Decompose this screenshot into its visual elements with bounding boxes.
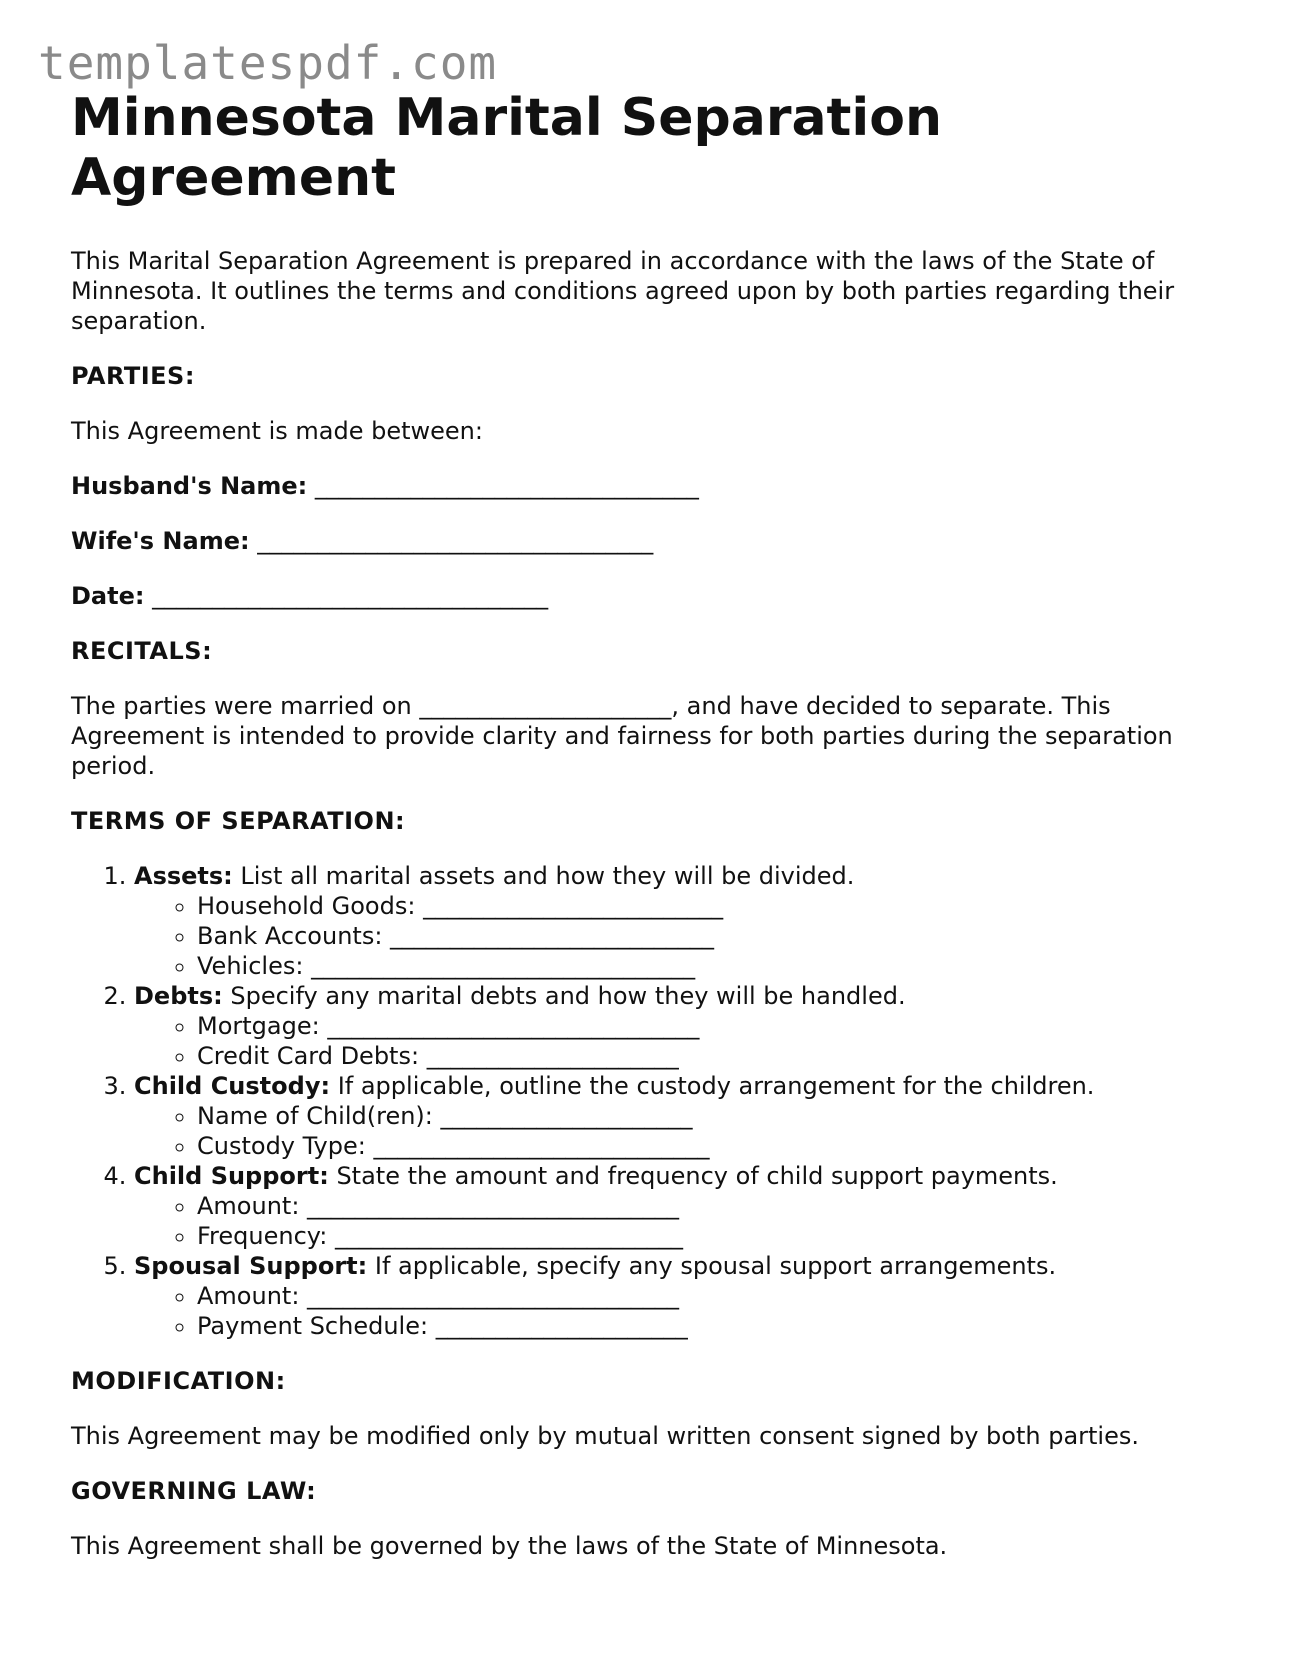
term-subitem: [197, 1011, 1231, 1041]
term-title: Assets:: [134, 862, 233, 890]
term-item: [134, 861, 1231, 981]
term-subitem: [197, 1191, 1231, 1221]
term-sublist: [134, 1191, 1231, 1251]
wife-name-label: Wife's Name:: [71, 527, 250, 555]
parties-heading: PARTIES:: [71, 362, 195, 390]
term-subitem: [197, 1221, 1231, 1251]
subitem-label: Mortgage:: [197, 1012, 320, 1040]
term-item: [134, 1071, 1231, 1161]
husband-name-field: [71, 471, 1231, 501]
term-subitem: [197, 1131, 1231, 1161]
term-subitem: [197, 891, 1231, 921]
date-label: Date:: [71, 582, 145, 610]
governing-law-heading: GOVERNING LAW:: [71, 1477, 317, 1505]
term-title: Spousal Support:: [134, 1252, 368, 1280]
subitem-label: Bank Accounts:: [197, 922, 383, 950]
date-field: [71, 581, 1231, 611]
governing-law-text: This Agreement shall be governed by the laws of the State of Minnesota.: [71, 1532, 948, 1560]
wife-name-blank[interactable]: _________________________________: [257, 527, 654, 555]
subitem-blank[interactable]: ____________________________: [373, 1132, 710, 1160]
term-title: Child Custody:: [134, 1072, 331, 1100]
term-item: [134, 981, 1231, 1071]
husband-name-label: Husband's Name:: [71, 472, 308, 500]
recitals-heading: RECITALS:: [71, 637, 213, 665]
terms-heading: TERMS OF SEPARATION:: [71, 807, 406, 835]
modification-heading: MODIFICATION:: [71, 1367, 286, 1395]
subitem-blank[interactable]: _____________________: [440, 1102, 693, 1130]
term-sublist: [134, 891, 1231, 981]
husband-name-blank[interactable]: ________________________________: [314, 472, 699, 500]
subitem-label: Vehicles:: [197, 952, 304, 980]
subitem-label: Credit Card Debts:: [197, 1042, 420, 1070]
subitem-blank[interactable]: _____________________________: [334, 1222, 683, 1250]
document-title: Minnesota Marital Separation Agreement: [71, 88, 942, 208]
subitem-label: Custody Type:: [197, 1132, 366, 1160]
subitem-blank[interactable]: _____________________: [435, 1312, 688, 1340]
recitals-text-before: The parties were married on: [71, 692, 420, 720]
recitals-text-after: , and have decided to separate. This Agreement is intended to provide clarity and fairness for both parties during the separation period.: [71, 692, 1173, 780]
subitem-label: Name of Child(ren):: [197, 1102, 433, 1130]
married-date-blank[interactable]: _____________________: [419, 692, 672, 720]
wife-name-field: [71, 526, 1231, 556]
term-subitem: [197, 1281, 1231, 1311]
subitem-label: Amount:: [197, 1192, 300, 1220]
subitem-label: Household Goods:: [197, 892, 416, 920]
terms-list: [71, 861, 1231, 1341]
term-sublist: [134, 1101, 1231, 1161]
subitem-blank[interactable]: ________________________________: [311, 952, 696, 980]
term-description: If applicable, specify any spousal support arrangements.: [367, 1252, 1057, 1280]
intro-paragraph: This Marital Separation Agreement is prepared in accordance with the laws of the State of Minnesota. It outlines the terms and conditions agreed upon by both parties regarding their separation.: [71, 247, 1175, 335]
subitem-blank[interactable]: _____________________: [426, 1042, 679, 1070]
subitem-label: Amount:: [197, 1282, 300, 1310]
subitem-blank[interactable]: _______________________________: [327, 1012, 700, 1040]
term-subitem: [197, 1311, 1231, 1341]
subitem-label: Payment Schedule:: [197, 1312, 429, 1340]
term-subitem: [197, 1101, 1231, 1131]
date-blank[interactable]: _________________________________: [152, 582, 549, 610]
term-description: List all marital assets and how they will be divided.: [232, 862, 855, 890]
document-page: [71, 88, 1231, 1561]
subitem-blank[interactable]: ___________________________: [390, 922, 715, 950]
term-sublist: [134, 1281, 1231, 1341]
subitem-blank[interactable]: _________________________: [423, 892, 724, 920]
term-subitem: [197, 1041, 1231, 1071]
term-title: Debts:: [134, 982, 223, 1010]
recitals-text: [71, 691, 1231, 781]
parties-text: This Agreement is made between:: [71, 417, 483, 445]
term-description: If applicable, outline the custody arrangement for the children.: [330, 1072, 1095, 1100]
term-description: Specify any marital debts and how they will be handled.: [222, 982, 906, 1010]
subitem-blank[interactable]: _______________________________: [307, 1282, 680, 1310]
term-subitem: [197, 951, 1231, 981]
term-subitem: [197, 921, 1231, 951]
modification-text: This Agreement may be modified only by mutual written consent signed by both parties.: [71, 1422, 1139, 1450]
term-item: [134, 1161, 1231, 1251]
term-item: [134, 1251, 1231, 1341]
term-sublist: [134, 1011, 1231, 1071]
subitem-label: Frequency:: [197, 1222, 328, 1250]
term-title: Child Support:: [134, 1162, 329, 1190]
subitem-blank[interactable]: _______________________________: [307, 1192, 680, 1220]
watermark: templatespdf.com: [38, 36, 498, 90]
term-description: State the amount and frequency of child support payments.: [328, 1162, 1058, 1190]
